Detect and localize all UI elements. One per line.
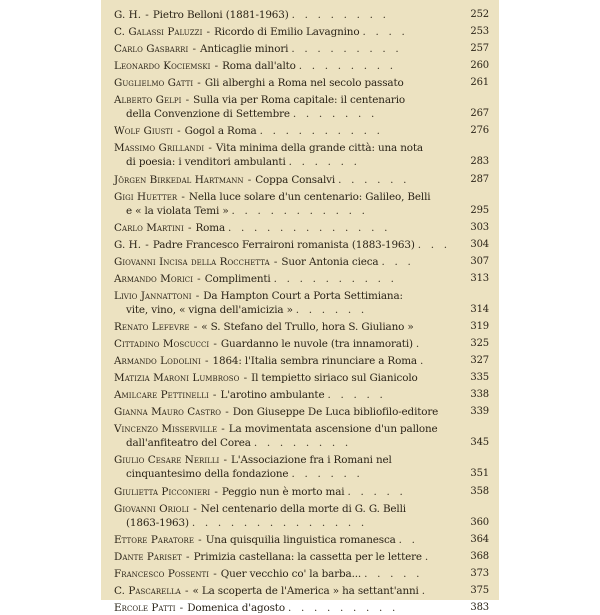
toc-entry-line [114,516,489,530]
toc-entry [114,502,489,530]
toc-entry [114,272,489,286]
toc-separator: - [205,142,215,155]
toc-title: Quer vecchio co' la barba... [220,567,362,580]
toc-entry-line [114,238,489,252]
toc-separator: - [142,9,152,21]
toc-author: Ettore Paratore [114,533,195,546]
toc-title: Una quisquilia linguistica romanesca [205,533,396,546]
toc-title: La movimentata ascensione d'un pallone [228,423,438,436]
toc-entry-line [114,320,489,334]
toc-leader-dots: . . . . . . . . [253,437,352,450]
toc-page-number: 313 [470,272,489,284]
toc-title: Nella luce solare d'un centenario: Galileo, Belli [188,190,431,203]
toc-page-number: 257 [470,43,489,55]
toc-entry-line [114,467,489,481]
toc-page-number: 375 [470,584,489,596]
toc-entry-line [114,204,489,218]
toc-entry-line [114,141,489,155]
toc-author: C. Galassi Paluzzi [114,26,203,39]
toc-leader-dots: . . . . . . [295,303,368,316]
toc-page-number: 304 [470,238,489,250]
toc-author: Wolf Giusti [114,125,173,138]
toc-author: Alberto Gelpi [114,94,182,107]
toc-leader-dots: . [415,338,423,350]
toc-leader-dots: . . . [381,255,414,268]
toc-entry-line [114,124,489,138]
toc-page-number: 338 [470,389,489,401]
toc-page-number: 360 [470,516,489,528]
toc-entry-line [114,8,489,22]
toc-page-number: 345 [470,437,489,449]
toc-page-number: 325 [470,338,489,349]
toc-leader-dots: . . . . . . . [292,108,378,121]
toc-author: C. Pascarella [114,584,181,597]
toc-author: Giovanni Incisa della Rocchetta [114,255,270,268]
toc-separator: - [218,423,228,436]
toc-entry-line [114,436,489,450]
toc-entry-line [114,584,489,598]
toc-entry-line [114,388,489,402]
toc-entry-line [114,93,489,107]
toc-leader-dots: . . . [417,238,451,251]
toc-leader-dots: . . . . [362,26,408,39]
toc-leader-dots: . . . . . . [338,173,410,186]
toc-separator: - [190,502,200,515]
toc-author: Massimo Grillandi [114,142,205,155]
toc-leader-dots: . . . . . . . . . . [259,125,384,138]
toc-entry-line [114,303,489,317]
toc-entry-line [114,59,489,73]
toc-title: Primizia castellana: la cassetta per le lettere [193,550,422,563]
toc-leader-dots: . . . . . [347,485,406,498]
toc-page-number: 319 [470,321,489,332]
toc-entry [114,141,489,169]
toc-separator: - [192,289,203,302]
toc-title: vite, vino, « vigna dell'amicizia » [126,303,293,316]
toc-entry-line [114,533,489,547]
toc-entry-line [114,272,489,286]
toc-leader-dots: . [424,550,432,563]
toc-entry [114,567,489,581]
toc-separator: - [244,173,255,186]
toc-author: Amilcare Pettinelli [114,389,209,402]
toc-entry [114,388,489,402]
toc-entry-line [114,289,489,303]
toc-author: Gianna Mauro Castro [114,406,222,419]
toc-entry [114,422,489,450]
toc-title: dall'anfiteatro del Corea [126,437,251,450]
toc-entry [114,371,489,385]
toc-separator: - [190,321,201,333]
toc-separator: - [194,77,204,90]
toc-entry [114,601,489,615]
toc-leader-dots: . . . . . [364,567,423,580]
toc-leader-dots: . . . . . . [288,156,361,169]
toc-title: Peggio nun è morto mai [221,485,345,498]
toc-leader-dots: . . . . . . . . . . . . . [228,221,391,234]
toc-page-number: 358 [470,485,489,497]
toc-separator: - [270,255,281,268]
toc-separator: - [211,60,222,73]
toc-entry [114,59,489,73]
toc-page-number: 267 [470,108,489,120]
toc-title: « S. Stefano del Trullo, hora S. Giuliano » [201,321,414,333]
toc-author: Dante Pariset [114,550,182,563]
toc-entry-line [114,155,489,169]
toc-entry [114,76,489,90]
toc-title: Nel centenario della morte di G. G. Belli [200,502,406,515]
toc-entry [114,320,489,334]
toc-leader-dots: . . . . . . . . . [287,601,399,614]
table-of-contents [101,0,499,614]
toc-title: Roma dall'alto [222,60,296,73]
toc-page-number: 303 [470,221,489,233]
toc-title: Da Hampton Court a Porta Settimiana: [203,289,403,302]
toc-entry-line [114,502,489,516]
toc-separator: - [182,550,193,563]
toc-entry [114,42,489,56]
toc-page-number: 351 [470,468,489,480]
toc-page-number: 327 [470,355,489,367]
toc-author: Cittadino Moscucci [114,338,210,350]
toc-separator: - [181,584,192,597]
toc-entry-line [114,42,489,56]
toc-title: Don Giuseppe De Luca bibliofilo-editore [232,406,439,419]
toc-entry [114,405,489,419]
toc-title: Pietro Belloni (1881-1963) [152,9,289,21]
toc-author: Giulio Cesare Nerilli [114,454,220,467]
toc-leader-dots: . . [398,533,419,546]
toc-title: Coppa Consalvi [255,173,336,186]
toc-entry-line [114,453,489,467]
toc-title: « La scoperta de l'America » ha settant'anni [192,584,419,597]
toc-page-number: 339 [470,406,489,418]
toc-page-number: 314 [470,303,489,315]
toc-title: Ricordo di Emilio Lavagnino [214,26,360,39]
toc-separator: - [201,355,212,368]
toc-separator: - [182,94,193,107]
toc-entry-line [114,25,489,39]
toc-page-number: 335 [470,372,489,384]
toc-title: Roma [195,221,225,234]
toc-author: Francesco Possenti [114,567,210,580]
toc-title: di poesia: i venditori ambulanti [126,156,286,169]
toc-separator: - [220,454,231,467]
toc-leader-dots: . . . . . . . . . . . . . . [191,516,368,529]
toc-author: Ercole Patti [114,601,176,614]
toc-entry [114,190,489,218]
toc-leader-dots: . . . . . . [291,468,363,481]
toc-separator: - [211,485,221,498]
toc-entry [114,93,489,121]
toc-author: Armando Lodolini [114,355,201,368]
toc-leader-dots: . . . . . [327,389,386,402]
toc-title: Il tempietto siriaco sul Gianicolo [251,372,418,385]
toc-separator: - [173,125,184,138]
toc-title: Gogol a Roma [184,125,257,138]
toc-author: G. H. [114,9,142,21]
toc-page-number: 368 [470,550,489,562]
toc-author: Giovanni Orioli [114,502,190,515]
toc-separator: - [195,533,205,546]
toc-entry-line [114,255,489,269]
toc-author: Jörgen Birkedal Hartmann [114,173,244,186]
toc-page-number: 276 [470,125,489,137]
toc-entry-line [114,76,489,90]
toc-entry-line [114,485,489,499]
toc-author: Vincenzo Misserville [114,423,218,436]
toc-author: Matizia Maroni Lumbroso [114,372,240,385]
toc-title: L'arotino ambulante [220,389,325,402]
toc-page-number: 261 [470,77,489,89]
toc-title: Anticaglie minori [200,43,289,56]
toc-page-number: 253 [470,26,489,38]
toc-entry-line [114,190,489,204]
toc-page-number: 364 [470,533,489,545]
toc-page-number: 373 [470,567,489,579]
toc-separator: - [194,272,204,285]
toc-leader-dots: . [419,355,427,368]
toc-author: Livio Jannattoni [114,289,192,302]
toc-separator: - [240,372,251,385]
toc-entry [114,255,489,269]
toc-entry-line [114,354,489,368]
toc-title: L'Associazione fra i Romani nel [231,454,392,467]
toc-entry-line [114,371,489,385]
toc-separator: - [176,601,187,614]
toc-title: Domenica d'agosto [187,601,285,614]
toc-author: Leonardo Kociemski [114,60,211,73]
book-page [101,0,499,614]
toc-entry [114,550,489,564]
toc-entry [114,8,489,22]
toc-entry [114,533,489,547]
toc-page-number: 260 [470,60,489,72]
toc-title: Complimenti [204,272,271,285]
toc-title: e « la violata Temi » [126,204,229,217]
toc-entry [114,584,489,598]
toc-title: Guardanno le nuvole (tra innamorati) [220,338,413,350]
toc-author: Gigi Huetter [114,190,178,203]
toc-page-number: 307 [470,255,489,267]
toc-title: della Convenzione di Settembre [126,108,290,121]
toc-entry-line [114,221,489,235]
toc-entry-line [114,601,489,615]
toc-entry [114,453,489,481]
toc-leader-dots: . . . . . . . . . [291,43,402,56]
toc-entry [114,124,489,138]
toc-entry-line [114,107,489,121]
toc-author: G. H. [114,238,142,251]
toc-separator: - [209,389,220,402]
toc-title: Vita minima della grande città: una nota [215,142,423,155]
toc-author: Carlo Martini [114,221,184,234]
toc-separator: - [178,190,188,203]
toc-title: Gli alberghi a Roma nel secolo passato [204,77,404,90]
toc-author: Armando Morici [114,272,194,285]
toc-entry-line [114,405,489,419]
toc-entry [114,221,489,235]
toc-entry [114,25,489,39]
toc-entry [114,173,489,187]
toc-page-number: 283 [470,156,489,168]
toc-entry [114,354,489,368]
toc-author: Carlo Gasbarri [114,43,189,56]
toc-entry [114,485,489,499]
toc-page-number: 295 [470,204,489,216]
toc-page-number: 252 [470,9,489,20]
toc-author: Giulietta Picconieri [114,485,211,498]
toc-entry [114,238,489,252]
toc-title: Sulla via per Roma capitale: il centenario [193,94,405,107]
toc-entry-line [114,567,489,581]
toc-leader-dots: . [421,584,429,597]
toc-separator: - [203,26,214,39]
toc-title: (1863-1963) [126,516,189,529]
toc-separator: - [210,567,220,580]
toc-separator: - [142,238,152,251]
toc-entry-line [114,422,489,436]
toc-entry-line [114,550,489,564]
toc-leader-dots: . . . . . . . . . . . [231,204,369,217]
toc-leader-dots: . . . . . . . . . . [273,272,398,285]
toc-author: Guglielmo Gatti [114,77,194,90]
toc-separator: - [210,338,220,350]
toc-leader-dots: . . . . . . . . [291,9,390,21]
toc-leader-dots: . . . . . . . . [298,60,397,73]
toc-entry-line [114,173,489,187]
toc-entry-line [114,337,489,351]
toc-title: cinquantesimo della fondazione [126,468,289,481]
toc-page-number: 383 [470,601,489,613]
toc-entry [114,337,489,351]
toc-title: 1864: l'Italia sembra rinunciare a Roma [212,355,417,368]
toc-title: Suor Antonia cieca [281,255,379,268]
toc-separator: - [222,406,232,419]
toc-entry [114,289,489,317]
toc-author: Renato Lefevre [114,321,190,333]
toc-separator: - [184,221,195,234]
toc-separator: - [189,43,199,56]
toc-title: Padre Francesco Ferraironi romanista (1883-1963) [152,238,415,251]
toc-page-number: 287 [470,173,489,185]
